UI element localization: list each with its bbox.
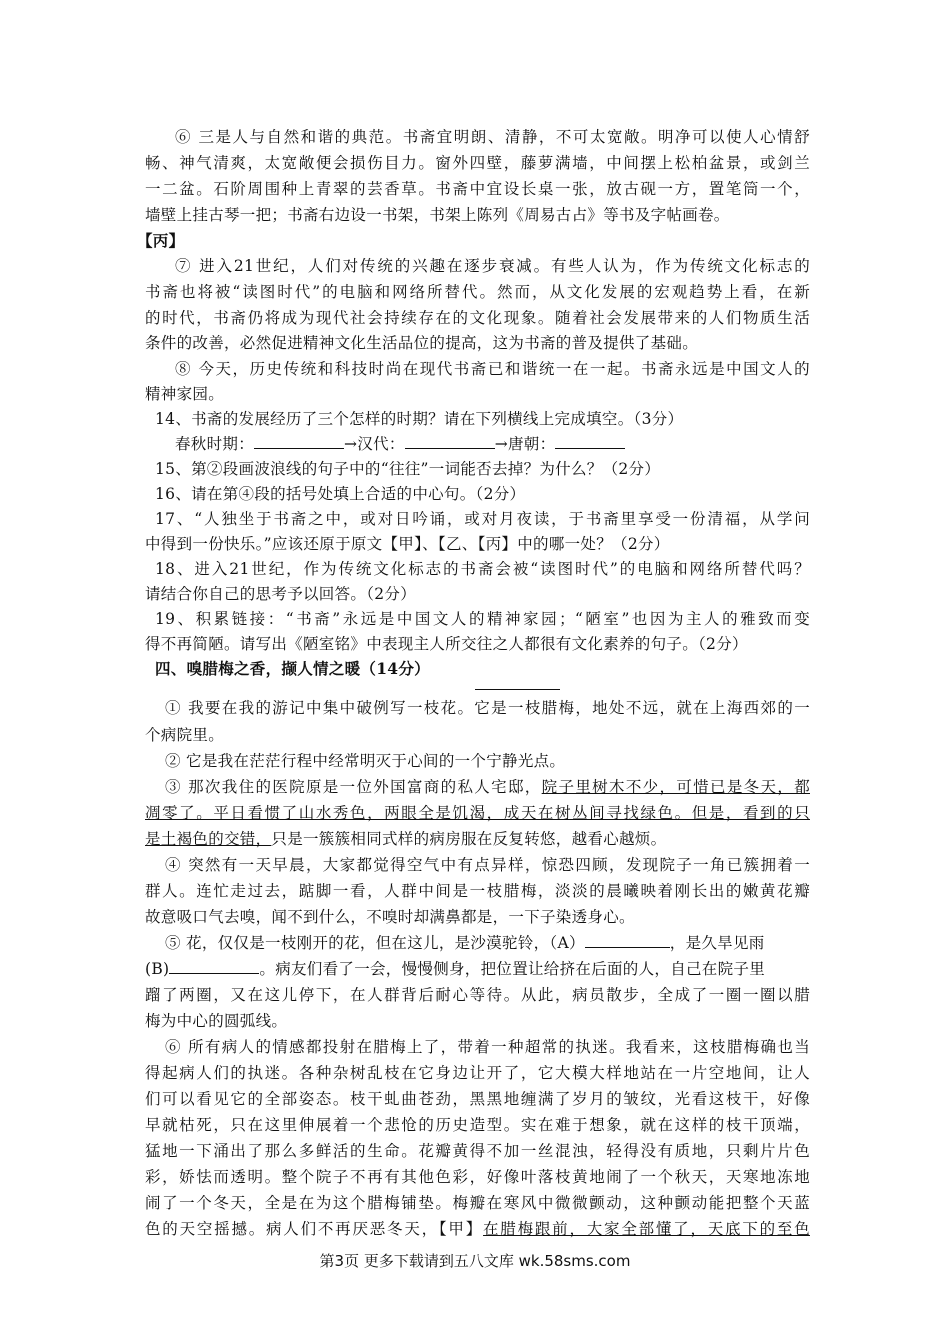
answer-blank[interactable]: [405, 434, 495, 449]
text-line: ② 它是我在茫茫行程中经常明灭于心间的一个宁静光点。: [165, 752, 566, 770]
text-line: [165, 933, 830, 953]
question-19-cont: 得不再简陋。请写出《陋室铭》中表现主人所交往之人都很有文化素养的句子。（2分）: [145, 635, 748, 653]
question-15: 15、第②段画波浪线的句子中的“往往”一词能否去掉？为什么？（2分）: [155, 460, 661, 478]
text-line: ⑥ 所有病人的情感都投射在腊梅上了，带着一种超常的执迷。我看来，这枝腊梅确也当: [165, 1038, 810, 1056]
text-line: 猛地一下涌出了那么多鲜活的生命。花瓣黄得不加一丝混浊，轻得没有质地，只剩片片色: [145, 1142, 810, 1160]
text-line: 群人。连忙走过去，踮脚一看，人群中间是一枝腊梅，淡淡的晨曦映着刚长出的嫩黄花瓣: [145, 882, 810, 900]
question-14: 14、书斋的发展经历了三个怎样的时期？请在下列横线上完成填空。（3分）: [155, 410, 684, 428]
answer-blank[interactable]: [254, 434, 344, 449]
text-line: ⑧ 今天，历史传统和科技时尚在现代书斋已和谐统一在一起。书斋永远是中国文人的: [175, 360, 810, 378]
text-line: [145, 959, 810, 979]
title-blank-line: [475, 689, 560, 690]
text-line: ① 我要在我的游记中集中破例写一枝花。它是一枝腊梅，地处不远，就在上海西郊的一: [165, 699, 810, 717]
text-span: 色的天空摇撼。病人们不再厌恶冬天，【甲】: [145, 1220, 484, 1238]
question-18: 18、进入21世纪，作为传统文化标志的书斋会被“读图时代”的电脑和网络所替代吗？: [155, 560, 810, 578]
underlined-text: 凋零了。平日看惯了山水秀色，两眼全是饥渴，成天在树丛间寻找绿色。但是，看到的只: [145, 804, 810, 822]
text-line: ⑦ 进入21世纪，人们对传统的兴趣在逐步衰减。有些人认为，作为传统文化标志的: [175, 257, 810, 275]
text-span: ⑤ 花，仅仅是一枝刚开的花，但在这儿，是沙漠驼铃，（A）: [165, 934, 585, 952]
text-line: [145, 1219, 810, 1239]
text-line: ⑥ 三是人与自然和谐的典范。书斋宜明朗、清静，不可太宽敞。明净可以使人心情舒: [175, 128, 810, 146]
question-16: 16、请在第④段的括号处填上合适的中心句。（2分）: [155, 485, 526, 503]
underlined-text: 在腊梅跟前，大家全部懂了，天底下的至色: [483, 1220, 810, 1238]
page-footer: 第3页 更多下载请到五八文库 wk.58sms.com: [319, 1252, 631, 1270]
text-line: 墙壁上挂古琴一把；书斋右边设一书架，书架上陈列《周易古占》等书及字帖画卷。: [145, 206, 730, 224]
fill-label-a: 春秋时期：: [175, 435, 255, 453]
text-span: ③ 那次我住的医院原是一位外国富商的私人宅邸，: [165, 778, 542, 796]
text-span: (B): [145, 960, 170, 978]
question-17-cont: 中得到一份快乐。”应该还原于原文【甲】、【乙、【丙】中的哪一处？（2分）: [145, 535, 670, 553]
text-line: [145, 829, 810, 849]
text-line: 们可以看见它的全部姿态。枝干虬曲苍劲，黑黑地缠满了岁月的皱纹，光看这枝干，好像: [145, 1090, 810, 1108]
text-span: 只是一簇簇相同式样的病房服在反复转悠，越看心越烦。: [271, 830, 667, 848]
text-line: 一二盆。石阶周围种上青翠的芸香草。书斋中宜设长桌一张，放古砚一方，置笔筒一个，: [145, 180, 810, 198]
text-line: 闹了一个冬天，全是在为这个腊梅铺垫。梅瓣在寒风中微微颤动，这种颤动能把整个天蓝: [145, 1194, 810, 1212]
text-line: 书斋也将被“读图时代”的电脑和网络所替代。然而，从文化发展的宏观趋势上看，在新: [145, 283, 810, 301]
text-line: 的时代，书斋仍将成为现代社会持续存在的文化现象。随着社会发展带来的人们物质生活: [145, 309, 810, 327]
section-heading: 四、嗅腊梅之香，撷人情之暖（14分）: [155, 659, 430, 678]
question-14-fill: [175, 434, 840, 454]
text-span: 。病友们看了一会，慢慢侧身，把位置让给挤在后面的人，自己在院子里: [259, 960, 765, 978]
fill-label-c: →唐朝：: [494, 435, 556, 453]
text-line: ④ 突然有一天早晨，大家都觉得空气中有点异样，惊恐四顾，发现院子一角已簇拥着一: [165, 856, 810, 874]
text-line: 个病院里。: [145, 726, 225, 744]
answer-blank-a[interactable]: [585, 933, 670, 948]
underlined-text: 院子里树木不少，可惜已是冬天，都: [541, 778, 810, 796]
answer-blank-b[interactable]: [169, 959, 259, 974]
text-line: 畅、神气清爽，太宽敞便会损伤目力。窗外四壁，藤萝满墙，中间摆上松柏盆景，或剑兰: [145, 154, 810, 172]
marker-bing: 【丙】: [137, 231, 185, 250]
text-line: 梅为中心的圆弧线。: [145, 1012, 288, 1030]
question-17: 17、“人独坐于书斋之中，或对日吟诵，或对月夜读，于书斋里享受一份清福，从学问: [155, 510, 810, 528]
underlined-text: 是土褐色的交错，: [145, 830, 272, 848]
text-line: 得起病人们的执迷。各种杂树乱枝在它身边让开了，它大模大样地站在一片空地间，让人: [145, 1064, 810, 1082]
question-19: 19、积累链接：“书斋”永远是中国文人的精神家园；“陋室”也因为主人的雅致而变: [155, 610, 810, 628]
text-line: 彩，娇怯而透明。整个院子不再有其他色彩，好像叶落枝黄地闹了一个秋天，天寒地冻地: [145, 1168, 810, 1186]
text-line: 故意吸口气去嗅，闻不到什么，不嗅时却满鼻都是，一下子染透身心。: [145, 908, 635, 926]
text-line: 条件的改善，必然促进精神文化生活品位的提高，这为书斋的普及提供了基础。: [145, 334, 699, 352]
text-line: 蹓了两圈，又在这儿停下，在人群背后耐心等待。从此，病员散步，全成了一圈一圈以腊: [145, 986, 810, 1004]
question-18-cont: 请结合你自己的思考予以回答。（2分）: [145, 585, 417, 603]
text-line: [165, 777, 810, 797]
text-span: ，是久旱见雨: [669, 934, 765, 952]
text-line: 早就枯死，只在这里伸展着一个悲怆的历史造型。实在难于想象，就在这样的枝干顶端，: [145, 1116, 810, 1134]
fill-label-b: →汉代：: [344, 435, 405, 453]
text-line: 精神家园。: [145, 385, 225, 403]
answer-blank[interactable]: [555, 434, 625, 449]
